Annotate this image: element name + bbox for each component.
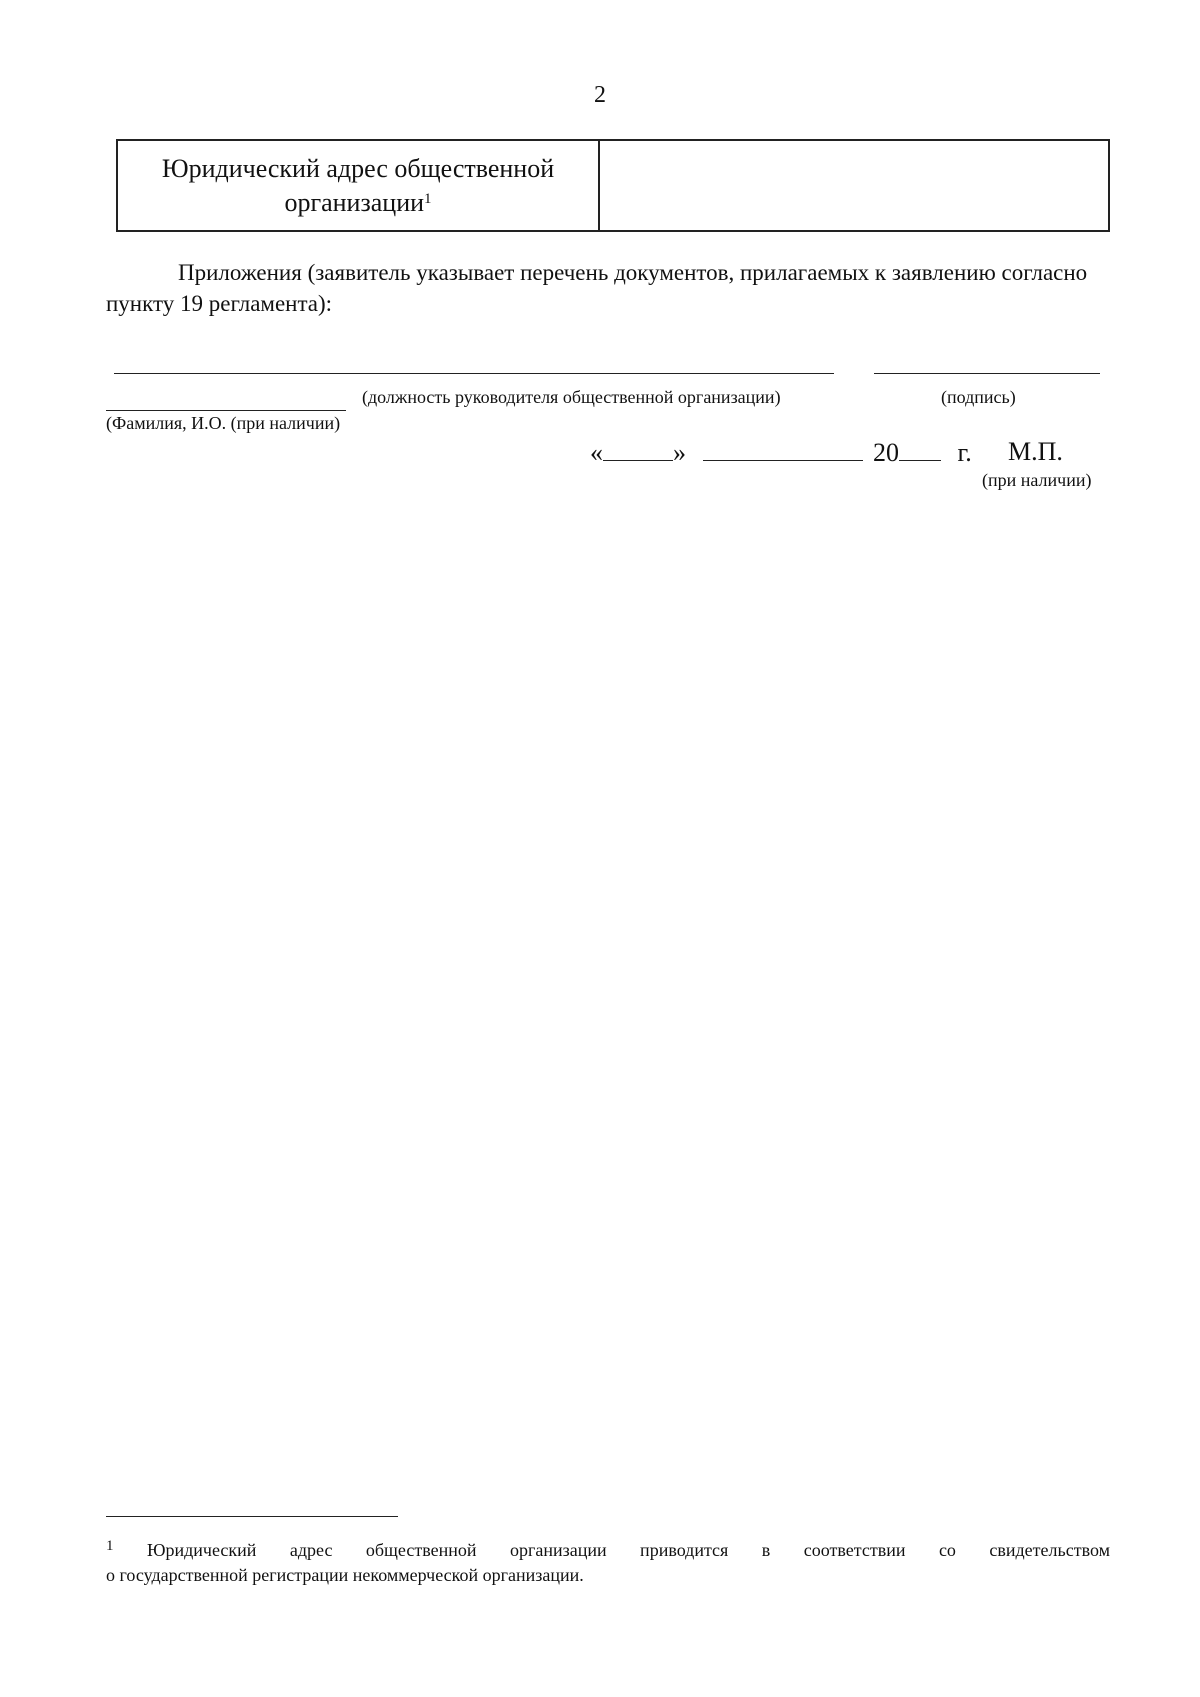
day-blank[interactable] xyxy=(603,438,673,461)
signature-caption: (подпись) xyxy=(941,387,1016,407)
legal-address-table xyxy=(116,139,1110,232)
footnote-separator xyxy=(106,1516,398,1517)
name-caption: (Фамилия, И.О. (при наличии) xyxy=(106,413,341,433)
page-number: 2 xyxy=(594,82,606,108)
position-line[interactable] xyxy=(114,373,834,374)
signature-line[interactable] xyxy=(874,373,1100,374)
attachments-paragraph: Приложения (заявитель указывает перечень документов, прилагаемых к заявлению согласно пункту 19 регламента): xyxy=(106,260,1088,316)
footnote-text-line2: о государственной регистрации некоммерческой организации. xyxy=(106,1565,584,1585)
footnote-reference: 1 xyxy=(424,190,432,207)
month-blank[interactable] xyxy=(703,438,863,461)
seal-label: М.П. xyxy=(1008,437,1063,466)
legal-address-label-cell xyxy=(118,141,600,230)
year-prefix: 20 xyxy=(873,438,899,467)
year-suffix: г. xyxy=(957,438,972,467)
year-blank[interactable] xyxy=(899,438,941,461)
footnote-line1 xyxy=(106,1538,1110,1563)
footnote-text-line1: Юридический адрес общественной организации приводится в соответствии со свидетельством xyxy=(146,1540,1110,1560)
legal-address-value-cell[interactable] xyxy=(600,141,1108,230)
footnote-marker: 1 xyxy=(106,1538,114,1554)
date-open-quote: « xyxy=(590,438,603,467)
legal-address-label-line2: организации xyxy=(284,187,425,217)
name-line[interactable] xyxy=(106,410,346,411)
position-caption: (должность руководителя общественной организации) xyxy=(362,387,781,407)
seal-note: (при наличии) xyxy=(982,470,1092,490)
legal-address-label-line1: Юридический адрес общественной xyxy=(161,153,555,183)
date-row xyxy=(590,438,972,468)
date-close-quote: » xyxy=(673,438,686,467)
